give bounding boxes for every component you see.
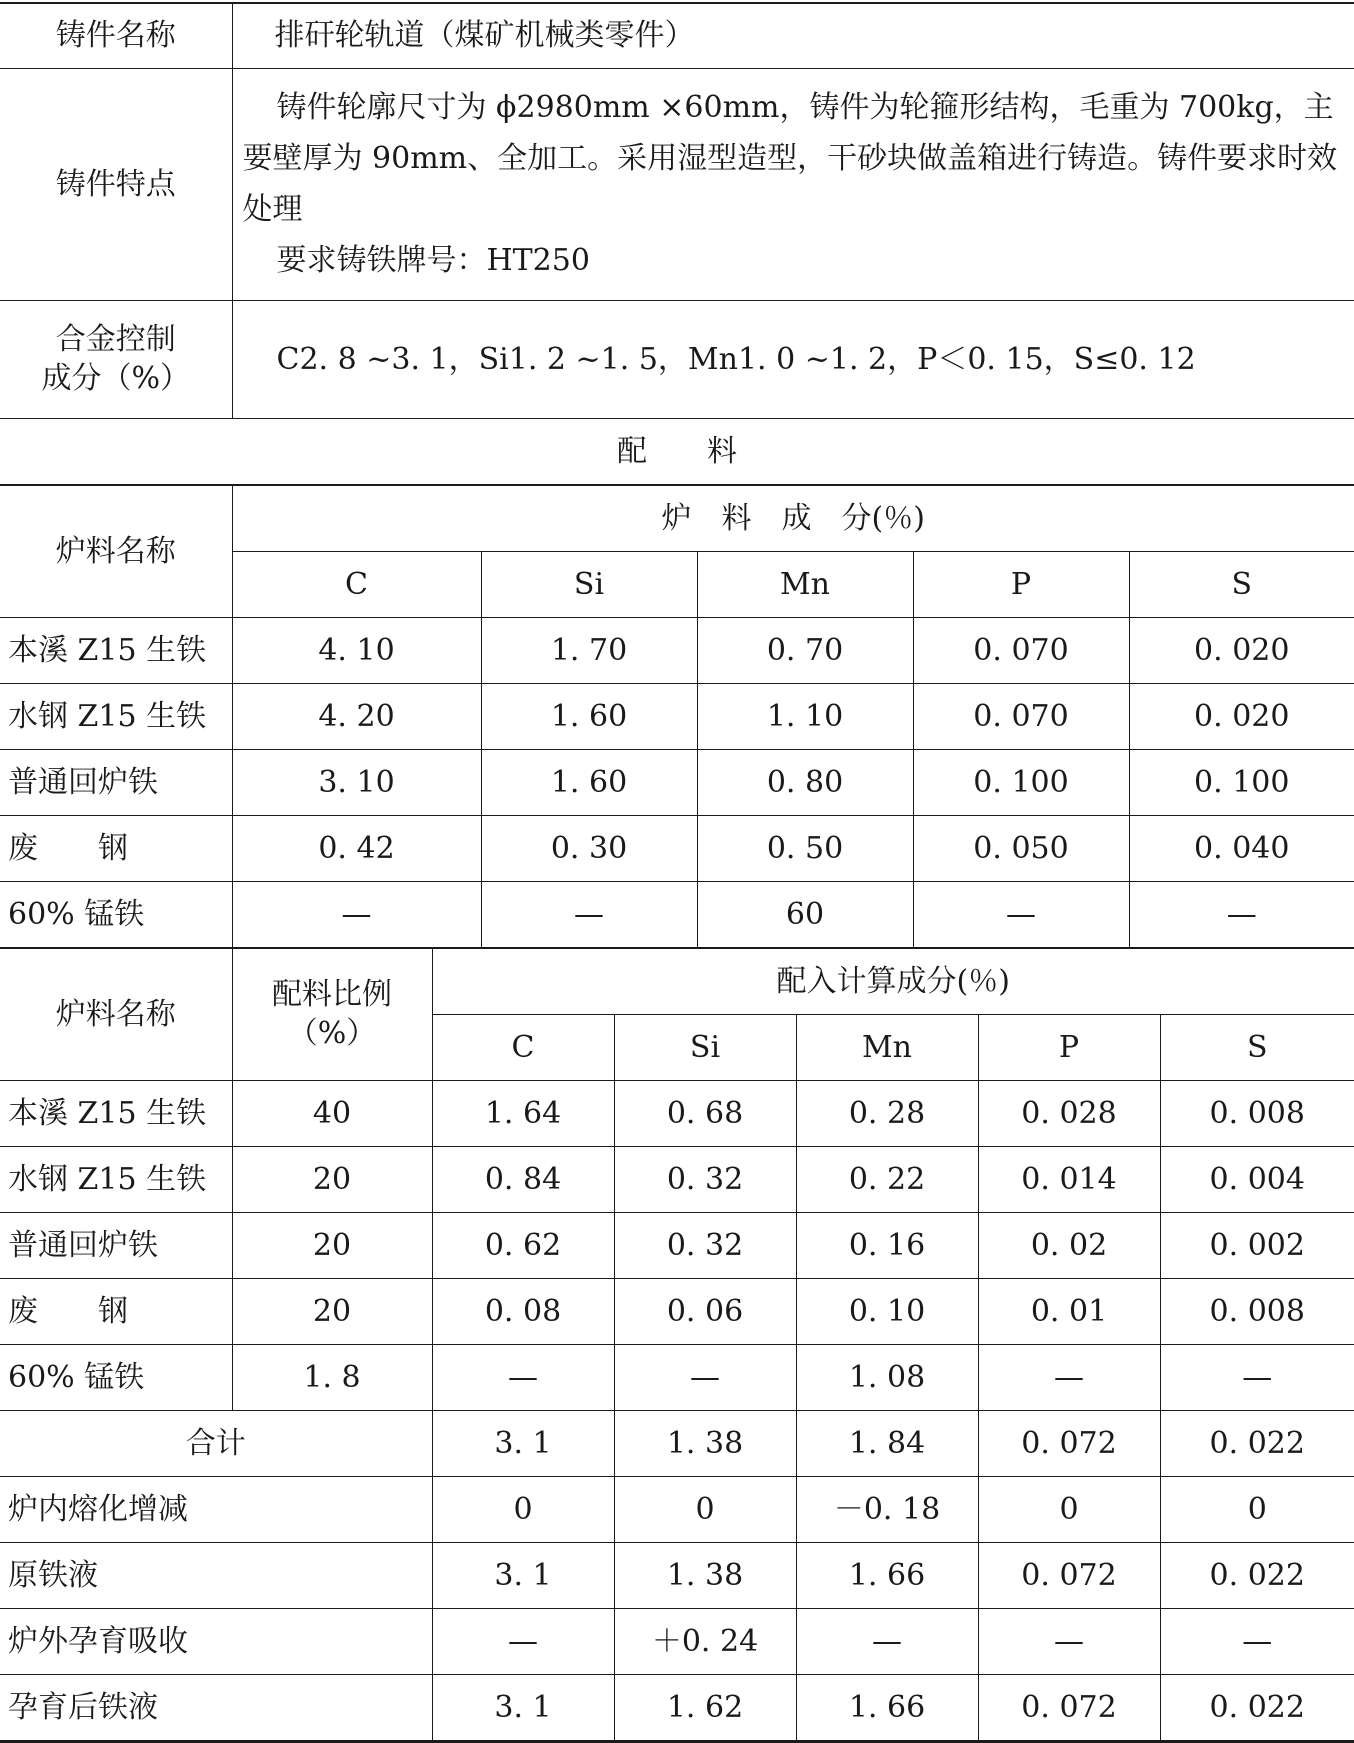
casting-name-label: 铸件名称 — [0, 4, 232, 68]
t1-cell: — — [481, 881, 697, 947]
t2-cell: 0. 32 — [614, 1146, 796, 1212]
t2-ratio: 20 — [232, 1146, 432, 1212]
t2-col-c: C — [432, 1014, 614, 1080]
t1-cell: 4. 20 — [232, 683, 481, 749]
section-title: 配 料 — [0, 418, 1354, 484]
t1-col-mn: Mn — [697, 551, 913, 617]
t2-cell: 1. 84 — [796, 1410, 978, 1476]
t2-cell: 0. 002 — [1160, 1212, 1354, 1278]
t2-header-row-1 — [0, 948, 1354, 1014]
t1-cell: 4. 10 — [232, 617, 481, 683]
t2-cell: 0. 004 — [1160, 1146, 1354, 1212]
t2-cell: 0. 01 — [978, 1278, 1160, 1344]
t1-material-name: 水钢 Z15 生铁 — [0, 683, 232, 749]
t1-cell: 0. 50 — [697, 815, 913, 881]
t1-material-name: 废 钢 — [0, 815, 232, 881]
t1-cell: — — [1129, 881, 1354, 947]
table-row — [0, 1278, 1354, 1344]
casting-info-table — [0, 4, 1354, 485]
t2-cell: 0 — [1160, 1476, 1354, 1542]
summary-label-total: 合计 — [0, 1410, 432, 1476]
summary-row — [0, 1608, 1354, 1674]
t2-cell: 0. 008 — [1160, 1278, 1354, 1344]
t2-ratio: 1. 8 — [232, 1344, 432, 1410]
t2-material-name: 普通回炉铁 — [0, 1212, 232, 1278]
t2-cell: 0. 028 — [978, 1080, 1160, 1146]
t2-cell: 0. 06 — [614, 1278, 796, 1344]
summary-label-inoculated-iron: 孕育后铁液 — [0, 1674, 432, 1740]
t2-group-header: 配入计算成分(％) — [432, 948, 1354, 1014]
info-row-name — [0, 4, 1354, 68]
table-frame — [0, 2, 1354, 1743]
t1-cell: 0. 020 — [1129, 683, 1354, 749]
t2-cell: 0. 62 — [432, 1212, 614, 1278]
alloy-control-label — [0, 300, 232, 418]
t2-cell: — — [1160, 1608, 1354, 1674]
t2-material-name: 废 钢 — [0, 1278, 232, 1344]
t2-cell: ＋0. 24 — [614, 1608, 796, 1674]
alloy-label-line1: 合金控制 — [55, 322, 176, 357]
t1-cell: 1. 10 — [697, 683, 913, 749]
table-row — [0, 1080, 1354, 1146]
t2-cell: 0. 072 — [978, 1410, 1160, 1476]
t1-cell: 0. 42 — [232, 815, 481, 881]
table-row — [0, 815, 1354, 881]
t1-cell: 0. 070 — [913, 617, 1129, 683]
t2-ratio-header-line1: 配料比例 — [272, 977, 392, 1012]
t2-cell: — — [796, 1608, 978, 1674]
summary-row — [0, 1542, 1354, 1608]
info-row-features — [0, 68, 1354, 300]
t1-cell: — — [232, 881, 481, 947]
info-row-alloy — [0, 300, 1354, 418]
summary-row — [0, 1476, 1354, 1542]
t1-cell: 0. 040 — [1129, 815, 1354, 881]
summary-row — [0, 1410, 1354, 1476]
t2-cell: 0. 22 — [796, 1146, 978, 1212]
t2-cell: 0. 16 — [796, 1212, 978, 1278]
t2-ratio: 40 — [232, 1080, 432, 1146]
t1-cell: — — [913, 881, 1129, 947]
table-row — [0, 1212, 1354, 1278]
t2-material-name: 本溪 Z15 生铁 — [0, 1080, 232, 1146]
section-title-row — [0, 418, 1354, 484]
t1-col-c: C — [232, 551, 481, 617]
t2-cell: 1. 38 — [614, 1410, 796, 1476]
casting-features-value — [232, 68, 1354, 300]
t2-cell: 1. 66 — [796, 1674, 978, 1740]
t2-cell: 0 — [614, 1476, 796, 1542]
t2-ratio: 20 — [232, 1278, 432, 1344]
t2-cell: 1. 38 — [614, 1542, 796, 1608]
t1-cell: 1. 60 — [481, 683, 697, 749]
t2-ratio: 20 — [232, 1212, 432, 1278]
t1-cell: 0. 100 — [1129, 749, 1354, 815]
table-row — [0, 683, 1354, 749]
t2-cell: 1. 08 — [796, 1344, 978, 1410]
t1-cell: 60 — [697, 881, 913, 947]
t1-cell: 0. 30 — [481, 815, 697, 881]
t2-col-mn: Mn — [796, 1014, 978, 1080]
t2-cell: 0 — [432, 1476, 614, 1542]
t1-group-header: 炉 料 成 分(％) — [232, 485, 1354, 551]
t1-cell: 0. 80 — [697, 749, 913, 815]
t2-cell: — — [978, 1608, 1160, 1674]
t2-cell: — — [1160, 1344, 1354, 1410]
t2-cell: — — [432, 1344, 614, 1410]
t2-cell: 0. 10 — [796, 1278, 978, 1344]
t1-cell: 0. 050 — [913, 815, 1129, 881]
summary-label-inoculation: 炉外孕育吸收 — [0, 1608, 432, 1674]
alloy-label-line2: 成分（%） — [41, 361, 190, 396]
t1-col-s: S — [1129, 551, 1354, 617]
t1-cell: 0. 020 — [1129, 617, 1354, 683]
t2-cell: — — [614, 1344, 796, 1410]
casting-features-label: 铸件特点 — [0, 68, 232, 300]
t1-cell: 3. 10 — [232, 749, 481, 815]
t2-cell: 0. 28 — [796, 1080, 978, 1146]
alloy-control-value: C2. 8 ~3. 1，Si1. 2 ~1. 5，Mn1. 0 ~1. 2，P＜0. 15，S≤0. 12 — [232, 300, 1354, 418]
t2-cell: 0. 022 — [1160, 1410, 1354, 1476]
t2-cell: 0. 84 — [432, 1146, 614, 1212]
t1-material-name: 普通回炉铁 — [0, 749, 232, 815]
t2-cell: －0. 18 — [796, 1476, 978, 1542]
t2-col-si: Si — [614, 1014, 796, 1080]
t2-cell: 3. 1 — [432, 1542, 614, 1608]
t2-cell: 1. 62 — [614, 1674, 796, 1740]
casting-name-value: 排矸轮轨道（煤矿机械类零件） — [232, 4, 1354, 68]
t2-cell: 0. 072 — [978, 1542, 1160, 1608]
t2-cell: 1. 64 — [432, 1080, 614, 1146]
t2-cell: 0. 32 — [614, 1212, 796, 1278]
t2-cell: — — [432, 1608, 614, 1674]
t2-col-s: S — [1160, 1014, 1354, 1080]
calculated-composition-table — [0, 948, 1354, 1741]
t2-material-name: 60% 锰铁 — [0, 1344, 232, 1410]
t1-material-name: 60% 锰铁 — [0, 881, 232, 947]
t2-cell: 3. 1 — [432, 1674, 614, 1740]
t1-material-name: 本溪 Z15 生铁 — [0, 617, 232, 683]
summary-label-base-iron: 原铁液 — [0, 1542, 432, 1608]
t2-cell: 0. 008 — [1160, 1080, 1354, 1146]
t2-cell: 0. 022 — [1160, 1674, 1354, 1740]
summary-label-melt-change: 炉内熔化增减 — [0, 1476, 432, 1542]
table-row — [0, 749, 1354, 815]
t2-cell: 0 — [978, 1476, 1160, 1542]
t1-col-si: Si — [481, 551, 697, 617]
t2-row-header: 炉料名称 — [0, 948, 232, 1080]
t1-cell: 0. 70 — [697, 617, 913, 683]
t2-cell: 0. 08 — [432, 1278, 614, 1344]
t1-cell: 1. 60 — [481, 749, 697, 815]
t2-cell: 0. 02 — [978, 1212, 1160, 1278]
t2-ratio-header — [232, 948, 432, 1080]
t2-cell: — — [978, 1344, 1160, 1410]
t1-cell: 1. 70 — [481, 617, 697, 683]
t2-ratio-header-line2: （%） — [287, 1016, 377, 1051]
t1-cell: 0. 100 — [913, 749, 1129, 815]
table-row — [0, 1146, 1354, 1212]
t1-header-row-1 — [0, 485, 1354, 551]
t2-col-p: P — [978, 1014, 1160, 1080]
summary-row — [0, 1674, 1354, 1740]
t2-cell: 0. 014 — [978, 1146, 1160, 1212]
charge-composition-table — [0, 485, 1354, 948]
t2-cell: 0. 68 — [614, 1080, 796, 1146]
t1-col-p: P — [913, 551, 1129, 617]
t2-cell: 0. 072 — [978, 1674, 1160, 1740]
table-row — [0, 881, 1354, 947]
table-row — [0, 617, 1354, 683]
features-grade: 要求铸铁牌号：HT250 — [276, 243, 590, 278]
t2-cell: 3. 1 — [432, 1410, 614, 1476]
t2-cell: 1. 66 — [796, 1542, 978, 1608]
features-description: 铸件轮廓尺寸为 ϕ2980mm ×60mm，铸件为轮箍形结构，毛重为 700kg，主要壁厚为 90mm、全加工。采用湿型造型，干砂块做盖箱进行铸造。铸件要求时效处理 — [242, 90, 1338, 227]
t2-material-name: 水钢 Z15 生铁 — [0, 1146, 232, 1212]
table-row — [0, 1344, 1354, 1410]
t2-cell: 0. 022 — [1160, 1542, 1354, 1608]
t1-row-header: 炉料名称 — [0, 485, 232, 617]
t1-cell: 0. 070 — [913, 683, 1129, 749]
